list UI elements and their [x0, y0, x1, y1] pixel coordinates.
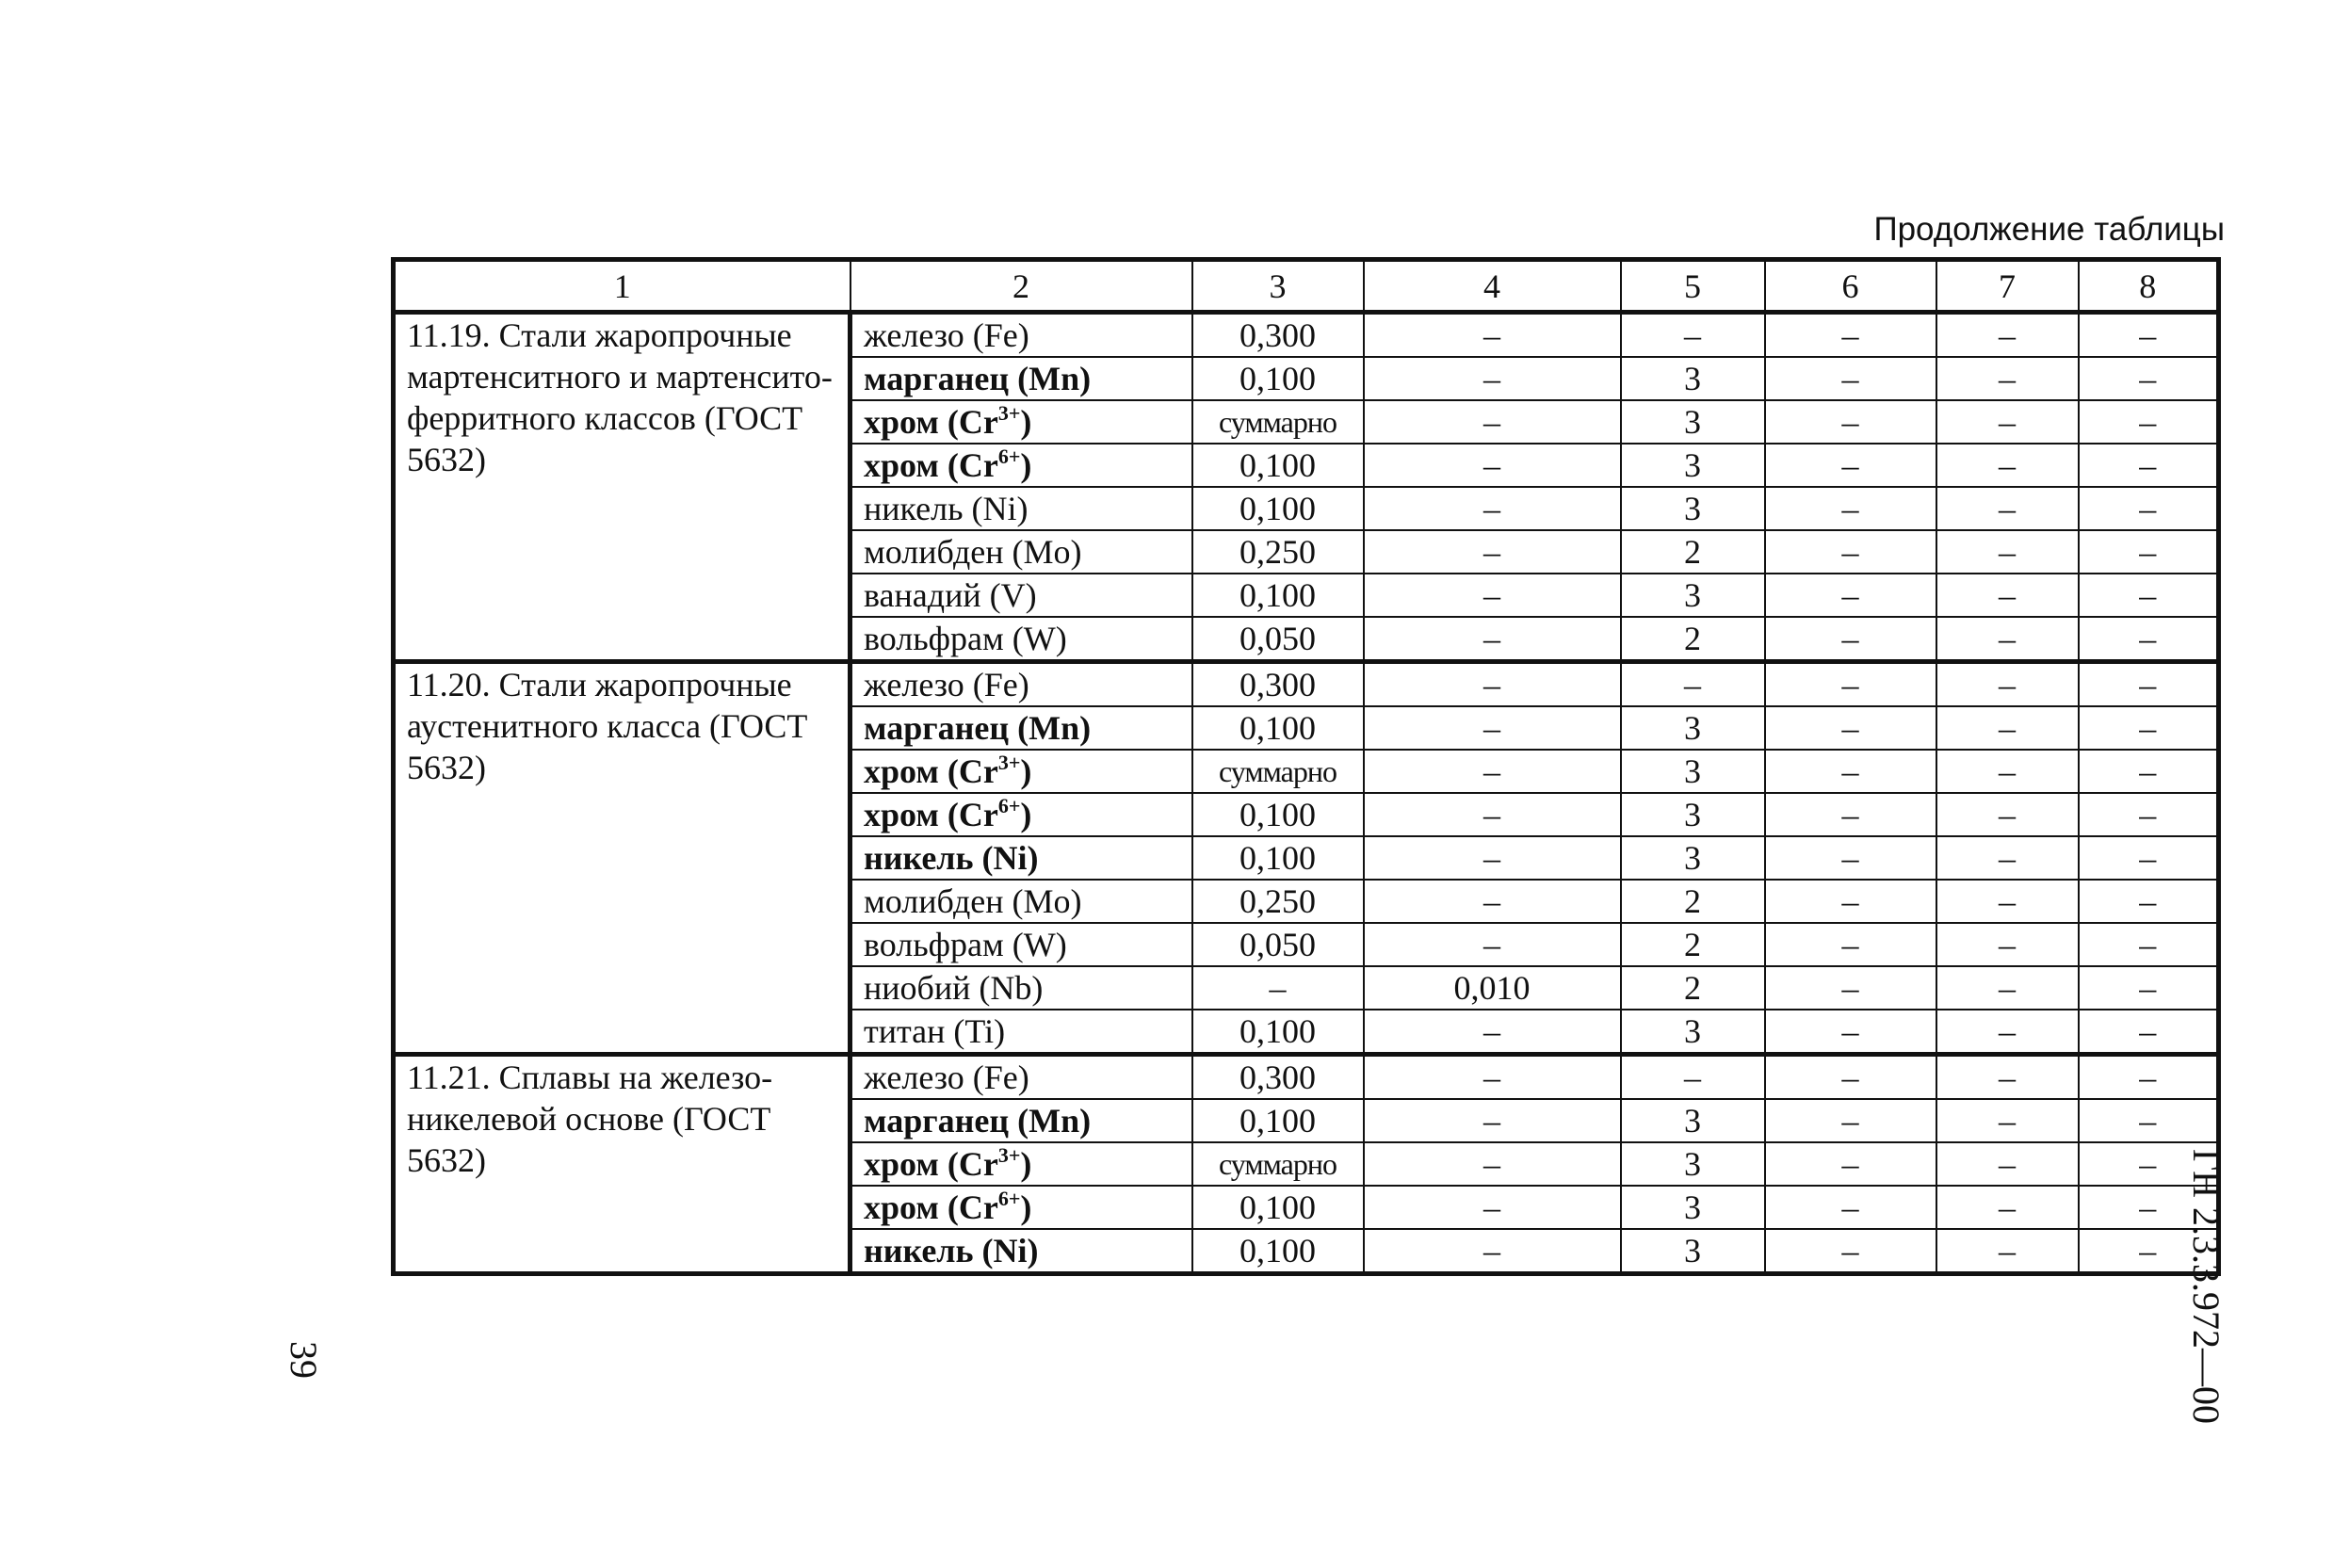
substance-symbol: (Cr	[947, 446, 998, 484]
value-cell-c8: –	[2079, 357, 2219, 400]
value-cell-c6: –	[1765, 1142, 1936, 1186]
value-cell-c6: –	[1765, 836, 1936, 880]
valence-superscript: 6+	[997, 794, 1021, 817]
substance-name: марганец	[864, 360, 1010, 397]
substance-symbol: (Cr	[947, 1145, 998, 1183]
value-cell-c5: 3	[1621, 706, 1765, 750]
substance-symbol: (V)	[989, 576, 1037, 614]
value-cell-c4: –	[1364, 836, 1621, 880]
value-cell-c3: 0,100	[1192, 1229, 1364, 1274]
value-cell-c7: –	[1936, 880, 2079, 923]
value-cell-c8: –	[2079, 1010, 2219, 1055]
value-cell-c5: 3	[1621, 574, 1765, 617]
substance-name: марганец	[864, 709, 1010, 747]
value-cell-c6: –	[1765, 793, 1936, 836]
value-cell-c3: 0,100	[1192, 706, 1364, 750]
value-cell-c8: –	[2079, 617, 2219, 662]
column-header-2: 2	[850, 260, 1192, 313]
value-cell-c3: 0,050	[1192, 617, 1364, 662]
value-cell-c8: –	[2079, 1229, 2219, 1274]
value-cell-c3: суммарно	[1192, 400, 1364, 444]
value-cell-c7: –	[1936, 966, 2079, 1010]
substance-cell	[850, 313, 1192, 358]
value-cell-c3: 0,100	[1192, 1010, 1364, 1055]
value-cell-c4: –	[1364, 1186, 1621, 1229]
value-cell-c3: 0,100	[1192, 836, 1364, 880]
substance-symbol: (W)	[1012, 926, 1067, 963]
value-cell-c8: –	[2079, 530, 2219, 574]
value-cell-c3: 0,250	[1192, 530, 1364, 574]
value-cell-c4: 0,010	[1364, 966, 1621, 1010]
category-cell: 11.19. Стали жаропрочные мартенситного и мартенсито-ферритного классов (ГОСТ 5632)	[394, 313, 850, 662]
value-cell-c6: –	[1765, 706, 1936, 750]
value-cell-c5: 3	[1621, 357, 1765, 400]
value-cell-c6: –	[1765, 574, 1936, 617]
value-cell-c5: 3	[1621, 1099, 1765, 1142]
value-cell-c8: –	[2079, 1055, 2219, 1100]
substance-symbol: (Ni)	[981, 839, 1039, 877]
value-cell-c6: –	[1765, 1229, 1936, 1274]
substance-cell: хром $(Cr^{6+})$	[850, 444, 1192, 487]
substance-cell	[850, 617, 1192, 662]
substance-name: титан	[864, 1012, 946, 1050]
substance-name: хром	[864, 796, 939, 833]
value-cell-c8: –	[2079, 793, 2219, 836]
value-cell-c7: –	[1936, 1229, 2079, 1274]
value-cell-c5: 2	[1621, 617, 1765, 662]
substance-cell: хром $(Cr^{3+})$	[850, 750, 1192, 793]
value-cell-c8: –	[2079, 880, 2219, 923]
value-cell-c8: –	[2079, 1186, 2219, 1229]
substance-name: хром	[864, 446, 939, 484]
value-cell-c4: –	[1364, 706, 1621, 750]
value-cell-c6: –	[1765, 1186, 1936, 1229]
value-cell-c8: –	[2079, 966, 2219, 1010]
value-cell-c3: суммарно	[1192, 1142, 1364, 1186]
value-cell-c5: 3	[1621, 750, 1765, 793]
value-cell-c7: –	[1936, 313, 2079, 358]
value-cell-c4: –	[1364, 793, 1621, 836]
substance-cell: хром $(Cr^{3+})$	[850, 400, 1192, 444]
value-cell-c7: –	[1936, 1055, 2079, 1100]
value-cell-c4: –	[1364, 1142, 1621, 1186]
column-header-8: 8	[2079, 260, 2219, 313]
value-cell-c7: –	[1936, 400, 2079, 444]
value-cell-c6: –	[1765, 487, 1936, 530]
value-cell-c6: –	[1765, 750, 1936, 793]
substance-cell	[850, 923, 1192, 966]
value-cell-c8: –	[2079, 313, 2219, 358]
value-cell-c7: –	[1936, 530, 2079, 574]
value-cell-c6: –	[1765, 966, 1936, 1010]
substance-name: железо	[864, 1059, 964, 1096]
substance-symbol: (W)	[1012, 620, 1067, 657]
substance-symbol: (Ti)	[953, 1012, 1006, 1050]
substance-cell	[850, 706, 1192, 750]
substance-symbol: (Cr	[947, 796, 998, 833]
value-cell-c4: –	[1364, 357, 1621, 400]
substance-name: молибден	[864, 533, 1004, 571]
substance-symbol: (Nb)	[979, 969, 1044, 1007]
substance-symbol: (Fe)	[972, 666, 1029, 703]
substance-name: хром	[864, 752, 939, 790]
document-code: ГН 2.3.3.972—00	[2185, 1148, 2228, 1424]
table-body	[394, 313, 2219, 1274]
substance-symbol: (Mn)	[1017, 709, 1092, 747]
value-cell-c5: 3	[1621, 1229, 1765, 1274]
value-cell-c6: –	[1765, 357, 1936, 400]
substance-name: хром	[864, 403, 939, 441]
value-cell-c8: –	[2079, 400, 2219, 444]
value-cell-c3: суммарно	[1192, 750, 1364, 793]
value-cell-c4: –	[1364, 923, 1621, 966]
substance-symbol: (Mo)	[1012, 533, 1082, 571]
substance-name: ниобий	[864, 969, 971, 1007]
table-row	[394, 662, 2219, 707]
substance-cell	[850, 1010, 1192, 1055]
value-cell-c5: 2	[1621, 530, 1765, 574]
value-cell-c6: –	[1765, 530, 1936, 574]
value-cell-c3: –	[1192, 966, 1364, 1010]
value-cell-c3: 0,250	[1192, 880, 1364, 923]
value-cell-c6: –	[1765, 1055, 1936, 1100]
value-cell-c4: –	[1364, 617, 1621, 662]
value-cell-c5: –	[1621, 313, 1765, 358]
table-row	[394, 1055, 2219, 1100]
substance-symbol: (Ni)	[981, 1232, 1039, 1269]
value-cell-c5: 3	[1621, 1010, 1765, 1055]
value-cell-c3: 0,050	[1192, 923, 1364, 966]
value-cell-c4: –	[1364, 1055, 1621, 1100]
substance-cell	[850, 530, 1192, 574]
value-cell-c7: –	[1936, 487, 2079, 530]
substance-cell: хром $(Cr^{6+})$	[850, 793, 1192, 836]
substance-symbol: (Fe)	[972, 316, 1029, 354]
substance-name: молибден	[864, 882, 1004, 920]
value-cell-c7: –	[1936, 357, 2079, 400]
substance-cell: хром $(Cr^{6+})$	[850, 1186, 1192, 1229]
value-cell-c8: –	[2079, 1142, 2219, 1186]
valence-superscript: 6+	[997, 1187, 1021, 1210]
substance-cell	[850, 574, 1192, 617]
value-cell-c7: –	[1936, 1010, 2079, 1055]
value-cell-c7: –	[1936, 1142, 2079, 1186]
continuation-label: Продолжение таблицы	[1873, 211, 2225, 248]
value-cell-c4: –	[1364, 487, 1621, 530]
value-cell-c6: –	[1765, 444, 1936, 487]
value-cell-c4: –	[1364, 1010, 1621, 1055]
valence-superscript: 3+	[997, 1143, 1021, 1167]
value-cell-c4: –	[1364, 574, 1621, 617]
value-cell-c5: 2	[1621, 966, 1765, 1010]
table-row	[394, 313, 2219, 358]
value-cell-c6: –	[1765, 400, 1936, 444]
substance-cell: хром $(Cr^{3+})$	[850, 1142, 1192, 1186]
value-cell-c5: 3	[1621, 400, 1765, 444]
value-cell-c3: 0,100	[1192, 357, 1364, 400]
substance-name: хром	[864, 1145, 939, 1183]
value-cell-c7: –	[1936, 923, 2079, 966]
value-cell-c4: –	[1364, 1229, 1621, 1274]
value-cell-c5: –	[1621, 1055, 1765, 1100]
value-cell-c6: –	[1765, 1099, 1936, 1142]
substance-cell	[850, 1229, 1192, 1274]
value-cell-c6: –	[1765, 313, 1936, 358]
valence-superscript: 3+	[997, 751, 1021, 774]
valence-superscript: 6+	[997, 445, 1021, 468]
value-cell-c7: –	[1936, 662, 2079, 707]
value-cell-c5: 3	[1621, 1186, 1765, 1229]
column-header-7: 7	[1936, 260, 2079, 313]
value-cell-c4: –	[1364, 313, 1621, 358]
value-cell-c3: 0,100	[1192, 1186, 1364, 1229]
value-cell-c3: 0,100	[1192, 487, 1364, 530]
value-cell-c6: –	[1765, 617, 1936, 662]
value-cell-c7: –	[1936, 1099, 2079, 1142]
value-cell-c4: –	[1364, 444, 1621, 487]
header-row	[394, 260, 2219, 313]
value-cell-c8: –	[2079, 836, 2219, 880]
substance-name: вольфрам	[864, 926, 1004, 963]
substance-symbol: (Fe)	[972, 1059, 1029, 1096]
value-cell-c6: –	[1765, 1010, 1936, 1055]
value-cell-c5: –	[1621, 662, 1765, 707]
substance-symbol: (Cr	[947, 403, 998, 441]
value-cell-c8: –	[2079, 574, 2219, 617]
value-cell-c5: 3	[1621, 444, 1765, 487]
substance-cell	[850, 357, 1192, 400]
page-number: 39	[283, 1341, 325, 1379]
substance-cell	[850, 966, 1192, 1010]
value-cell-c3: 0,100	[1192, 444, 1364, 487]
valence-superscript: 3+	[997, 401, 1021, 425]
value-cell-c5: 3	[1621, 487, 1765, 530]
substance-name: ванадий	[864, 576, 981, 614]
substance-symbol: (Mn)	[1017, 360, 1092, 397]
value-cell-c4: –	[1364, 400, 1621, 444]
value-cell-c7: –	[1936, 574, 2079, 617]
value-cell-c5: 3	[1621, 1142, 1765, 1186]
substance-symbol: (Ni)	[971, 490, 1029, 527]
value-cell-c4: –	[1364, 750, 1621, 793]
substance-name: никель	[864, 490, 964, 527]
value-cell-c3: 0,300	[1192, 662, 1364, 707]
column-header-6: 6	[1765, 260, 1936, 313]
substance-cell	[850, 1055, 1192, 1100]
value-cell-c8: –	[2079, 706, 2219, 750]
value-cell-c3: 0,100	[1192, 574, 1364, 617]
substance-cell	[850, 487, 1192, 530]
substance-symbol: (Mn)	[1017, 1102, 1092, 1140]
substance-name: вольфрам	[864, 620, 1004, 657]
value-cell-c3: 0,300	[1192, 1055, 1364, 1100]
value-cell-c7: –	[1936, 793, 2079, 836]
substance-symbol: (Mo)	[1012, 882, 1082, 920]
column-header-5: 5	[1621, 260, 1765, 313]
value-cell-c7: –	[1936, 750, 2079, 793]
value-cell-c4: –	[1364, 1099, 1621, 1142]
substance-symbol: (Cr	[947, 752, 998, 790]
value-cell-c5: 3	[1621, 836, 1765, 880]
value-cell-c4: –	[1364, 662, 1621, 707]
value-cell-c7: –	[1936, 1186, 2079, 1229]
substance-cell	[850, 836, 1192, 880]
value-cell-c7: –	[1936, 836, 2079, 880]
column-header-4: 4	[1364, 260, 1621, 313]
value-cell-c6: –	[1765, 880, 1936, 923]
substance-name: никель	[864, 1232, 974, 1269]
value-cell-c3: 0,100	[1192, 793, 1364, 836]
substance-cell	[850, 662, 1192, 707]
value-cell-c8: –	[2079, 923, 2219, 966]
value-cell-c8: –	[2079, 444, 2219, 487]
substance-name: хром	[864, 1188, 939, 1226]
value-cell-c7: –	[1936, 706, 2079, 750]
value-cell-c5: 3	[1621, 793, 1765, 836]
substance-symbol: (Cr	[947, 1188, 998, 1226]
substances-table	[391, 257, 2221, 1276]
value-cell-c4: –	[1364, 880, 1621, 923]
value-cell-c7: –	[1936, 444, 2079, 487]
value-cell-c8: –	[2079, 487, 2219, 530]
value-cell-c4: –	[1364, 530, 1621, 574]
value-cell-c5: 2	[1621, 880, 1765, 923]
value-cell-c8: –	[2079, 1099, 2219, 1142]
value-cell-c3: 0,100	[1192, 1099, 1364, 1142]
value-cell-c5: 2	[1621, 923, 1765, 966]
category-cell: 11.21. Сплавы на железо-никелевой основе (ГОСТ 5632)	[394, 1055, 850, 1274]
value-cell-c8: –	[2079, 750, 2219, 793]
substance-name: железо	[864, 316, 964, 354]
column-header-1: 1	[394, 260, 850, 313]
category-cell: 11.20. Стали жаропрочные аустенитного класса (ГОСТ 5632)	[394, 662, 850, 1055]
substance-cell	[850, 880, 1192, 923]
substance-name: марганец	[864, 1102, 1010, 1140]
substance-name: железо	[864, 666, 964, 703]
column-header-3: 3	[1192, 260, 1364, 313]
value-cell-c3: 0,300	[1192, 313, 1364, 358]
value-cell-c6: –	[1765, 923, 1936, 966]
substance-name: никель	[864, 839, 974, 877]
value-cell-c6: –	[1765, 662, 1936, 707]
substance-cell	[850, 1099, 1192, 1142]
value-cell-c7: –	[1936, 617, 2079, 662]
value-cell-c8: –	[2079, 662, 2219, 707]
